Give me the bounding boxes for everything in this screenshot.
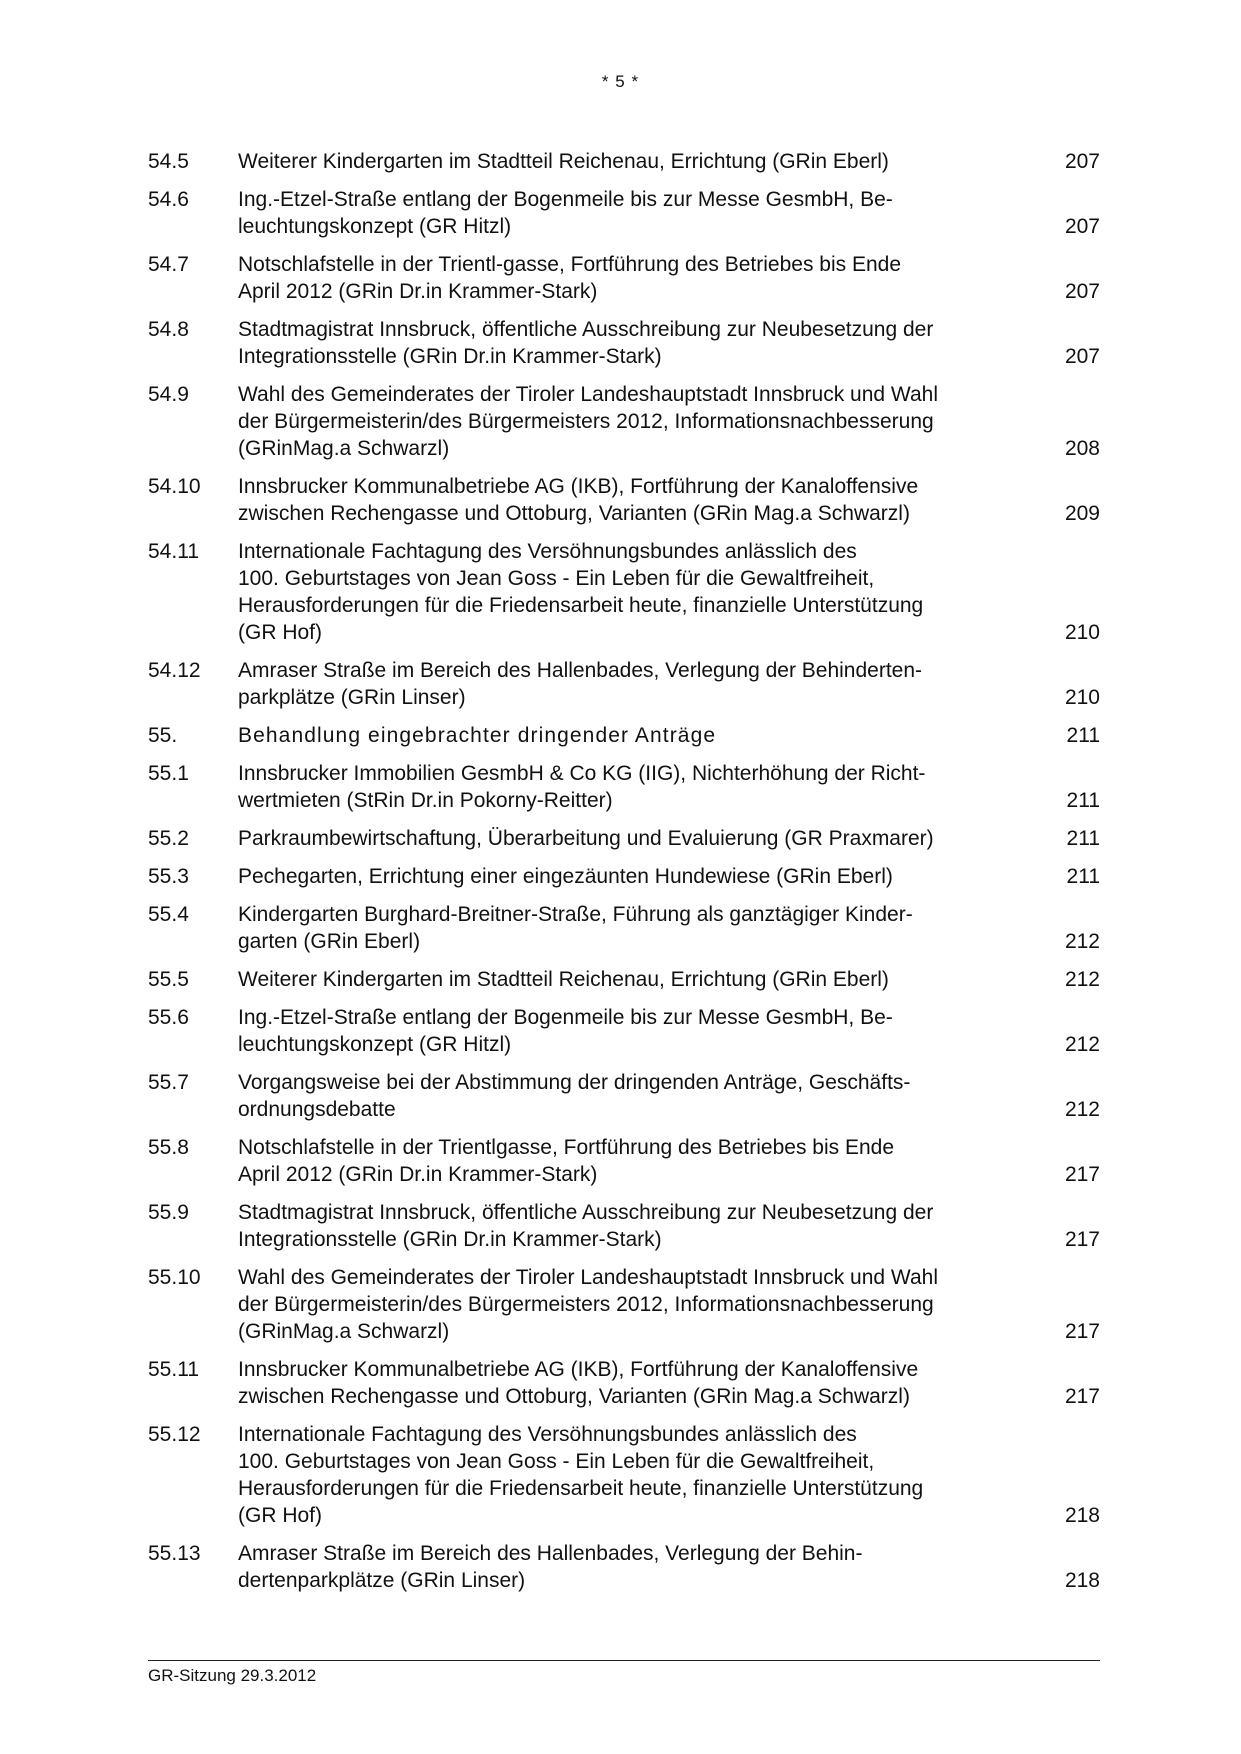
toc-entry-title: Behandlung eingebrachter dringender Anträge [238,724,717,747]
toc-entry-page: 217 [1064,1320,1100,1343]
toc-entry-page: 218 [1064,1504,1100,1527]
toc-entry-title: Internationale Fachtagung des Versöhnungsbundes anlässlich des 100. Geburtstages von Jean Goss - Ein Leben für die Gewaltfreiheit, Herausforderungen für die Friedensarbeit heute, finanzielle Unterstützung (GR Hof) [238,540,924,644]
toc-entry-number: 54.5 [148,150,189,173]
toc-entry-number: 54.7 [148,253,189,276]
toc-entry-page: 211 [1066,789,1100,812]
toc-entry-page: 212 [1064,968,1100,991]
toc-entry-number: 55. [148,724,178,747]
toc-entry-title: Amraser Straße im Bereich des Hallenbades, Verlegung der Behin- dertenparkplätze (GRin Linser) [238,1542,863,1592]
toc-entry [148,1134,1100,1188]
toc-entry-number: 55.3 [148,865,189,888]
footer-divider [148,1660,1100,1661]
toc-entry [148,381,1100,462]
toc-entry-number: 54.8 [148,318,189,341]
toc-entry-title: Innsbrucker Immobilien GesmbH & Co KG (IIG), Nichterhöhung der Richt- wertmieten (StRin Dr.in Pokorny-Reitter) [238,762,926,812]
toc-entry-title: Innsbrucker Kommunalbetriebe AG (IKB), Fortführung der Kanaloffensive zwischen Rechengasse und Ottoburg, Varianten (GRin Mag.a Schwarzl) [238,475,919,525]
toc-entry-page: 212 [1064,1033,1100,1056]
table-of-contents [148,148,1100,1605]
toc-entry-page: 210 [1064,686,1100,709]
toc-entry [148,1356,1100,1410]
footer-session-date: GR-Sitzung 29.3.2012 [148,1666,317,1685]
toc-entry-number: 55.6 [148,1006,189,1029]
toc-entry [148,1069,1100,1123]
toc-entry [148,538,1100,646]
toc-entry-page: 218 [1064,1569,1100,1592]
toc-entry-title: Innsbrucker Kommunalbetriebe AG (IKB), Fortführung der Kanaloffensive zwischen Rechengasse und Ottoburg, Varianten (GRin Mag.a Schwarzl) [238,1358,919,1408]
toc-entry-number: 54.6 [148,188,189,211]
toc-entry-number: 55.13 [148,1542,201,1565]
toc-entry-number: 55.5 [148,968,189,991]
toc-entry [148,657,1100,711]
toc-entry-number: 55.12 [148,1423,201,1446]
toc-entry [148,825,1100,852]
toc-entry-title: Parkraumbewirtschaftung, Überarbeitung und Evaluierung (GR Praxmarer) [238,827,934,850]
toc-entry-number: 55.1 [148,762,189,785]
toc-entry-page: 217 [1064,1385,1100,1408]
toc-entry-number: 55.4 [148,903,189,926]
toc-entry-title: Ing.-Etzel-Straße entlang der Bogenmeile bis zur Messe GesmbH, Be- leuchtungskonzept (GR Hitzl) [238,188,893,238]
toc-entry [148,148,1100,175]
toc-entry-page: 211 [1066,865,1100,888]
toc-entry-title: Internationale Fachtagung des Versöhnungsbundes anlässlich des 100. Geburtstages von Jean Goss - Ein Leben für die Gewaltfreiheit, Herausforderungen für die Friedensarbeit heute, finanzielle Unterstützung (GR Hof) [238,1423,924,1527]
toc-entry-title: Ing.-Etzel-Straße entlang der Bogenmeile bis zur Messe GesmbH, Be- leuchtungskonzept (GR Hitzl) [238,1006,893,1056]
toc-entry [148,1199,1100,1253]
toc-entry-page: 210 [1064,621,1100,644]
toc-entry [148,316,1100,370]
toc-entry-number: 55.10 [148,1266,201,1289]
toc-entry-number: 55.7 [148,1071,189,1094]
toc-entry [148,251,1100,305]
toc-entry-title: Wahl des Gemeinderates der Tiroler Landeshauptstadt Innsbruck und Wahl der Bürgermeisterin/des Bürgermeisters 2012, Informationsnachbesserung (GRinMag.a Schwarzl) [238,383,938,460]
toc-entry [148,473,1100,527]
toc-entry-title: Notschlafstelle in der Trientlgasse, Fortführung des Betriebes bis Ende April 2012 (GRin Dr.in Krammer-Stark) [238,1136,895,1186]
toc-entry-title: Pechegarten, Errichtung einer eingezäunten Hundewiese (GRin Eberl) [238,865,893,888]
toc-entry-number: 55.2 [148,827,189,850]
toc-entry-title: Weiterer Kindergarten im Stadtteil Reichenau, Errichtung (GRin Eberl) [238,150,889,173]
toc-entry [148,1264,1100,1345]
toc-entry-page: 212 [1064,930,1100,953]
toc-entry-page: 209 [1064,502,1100,525]
toc-entry [148,760,1100,814]
toc-entry-page: 207 [1064,280,1100,303]
toc-entry [148,966,1100,993]
toc-entry-title: Weiterer Kindergarten im Stadtteil Reichenau, Errichtung (GRin Eberl) [238,968,889,991]
toc-entry [148,1421,1100,1529]
toc-entry-number: 54.9 [148,383,189,406]
toc-entry-title: Stadtmagistrat Innsbruck, öffentliche Ausschreibung zur Neubesetzung der Integrationsstelle (GRin Dr.in Krammer-Stark) [238,1201,934,1251]
toc-entry-page: 217 [1064,1228,1100,1251]
toc-entry [148,901,1100,955]
toc-entry-title: Vorgangsweise bei der Abstimmung der dringenden Anträge, Geschäfts- ordnungsdebatte [238,1071,911,1121]
toc-entry-title: Kindergarten Burghard-Breitner-Straße, Führung als ganztägiger Kinder- garten (GRin Eberl) [238,903,913,953]
toc-entry-page: 207 [1064,150,1100,173]
page-number: * 5 * [601,72,640,91]
toc-entry-number: 55.8 [148,1136,189,1159]
toc-entry [148,186,1100,240]
toc-entry [148,1540,1100,1594]
toc-entry-page: 212 [1064,1098,1100,1121]
toc-entry-title: Stadtmagistrat Innsbruck, öffentliche Ausschreibung zur Neubesetzung der Integrationsstelle (GRin Dr.in Krammer-Stark) [238,318,934,368]
toc-section-entry [148,722,1100,749]
toc-entry-page: 211 [1066,827,1100,850]
toc-entry-page: 211 [1066,724,1100,747]
toc-entry-page: 207 [1064,345,1100,368]
toc-entry-page: 207 [1064,215,1100,238]
toc-entry-title: Amraser Straße im Bereich des Hallenbades, Verlegung der Behinderten- parkplätze (GRin Linser) [238,659,923,709]
toc-entry-number: 54.12 [148,659,201,682]
toc-entry-number: 54.10 [148,475,201,498]
toc-entry-page: 208 [1064,437,1100,460]
toc-entry-number: 54.11 [148,540,199,563]
toc-entry-number: 55.9 [148,1201,189,1224]
toc-entry-number: 55.11 [148,1358,199,1381]
toc-entry-title: Wahl des Gemeinderates der Tiroler Landeshauptstadt Innsbruck und Wahl der Bürgermeisterin/des Bürgermeisters 2012, Informationsnachbesserung (GRinMag.a Schwarzl) [238,1266,938,1343]
toc-entry [148,1004,1100,1058]
toc-entry-title: Notschlafstelle in der Trientl-gasse, Fortführung des Betriebes bis Ende April 2012 (GRin Dr.in Krammer-Stark) [238,253,902,303]
toc-entry [148,863,1100,890]
toc-entry-page: 217 [1064,1163,1100,1186]
